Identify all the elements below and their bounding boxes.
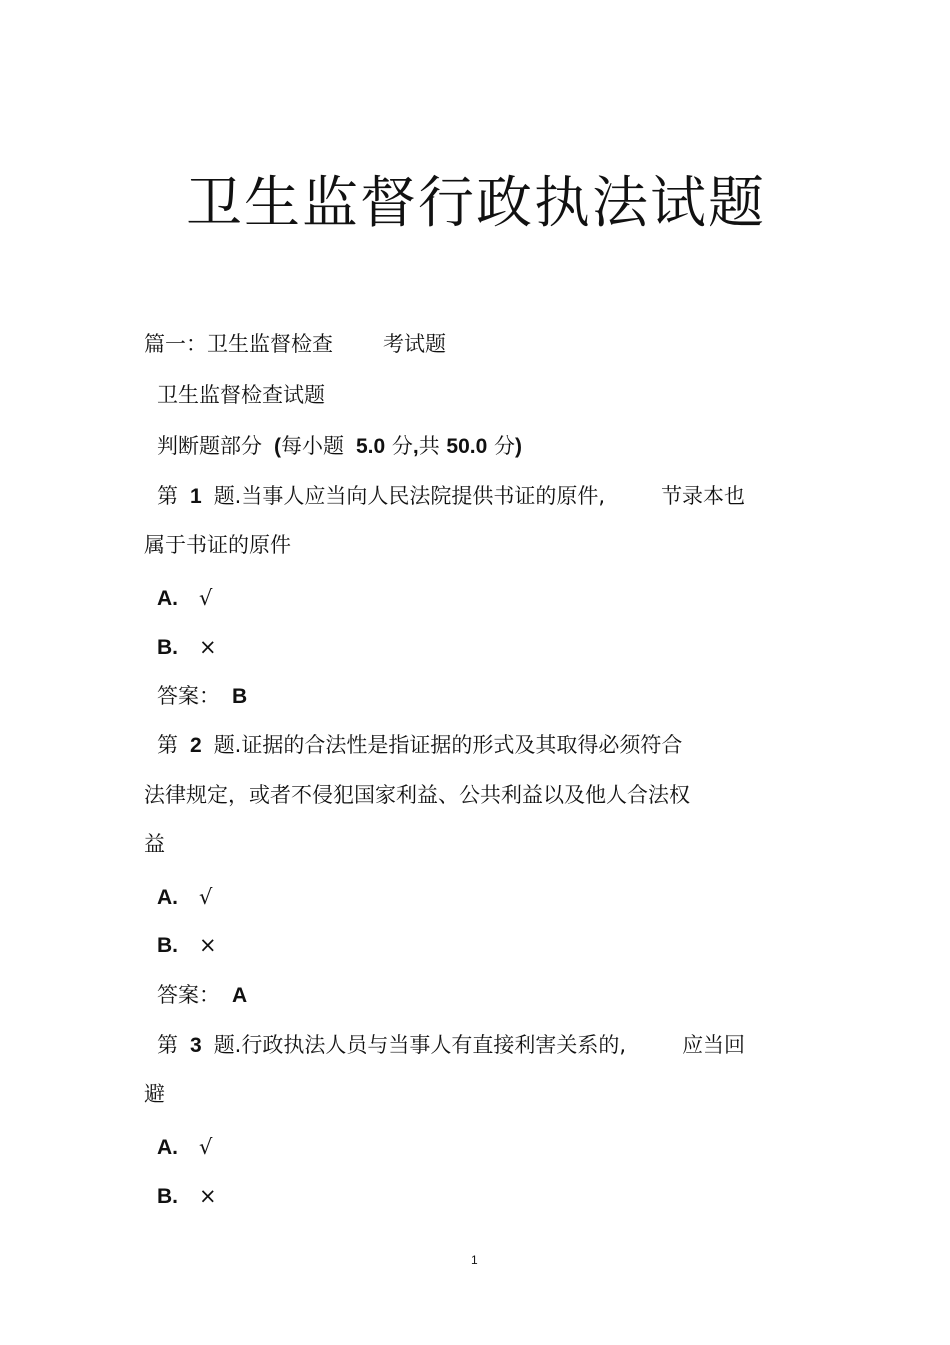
question-2-option-b-letter: B. [157,934,178,957]
question-3-suffix: 题. [213,1033,242,1057]
question-3-text-a: 行政执法人员与当事人有直接利害关系的, [241,1033,627,1057]
question-1-text-a: 当事人应当向人民法院提供书证的原件, [241,484,606,508]
question-1-line-2: 属于书证的原件 [144,533,291,557]
question-1-text-b: 节录本也 [661,484,746,508]
question-1-suffix: 题. [213,484,242,508]
question-3-option-b-letter: B. [157,1185,178,1208]
document-title: 卫生监督行政执法试题 [186,171,766,236]
question-2-line-3: 益 [144,832,165,856]
part-heading [157,436,522,457]
part-heading-unit-2: 分 [493,434,515,458]
question-2-line-1 [157,735,682,756]
question-1-answer-value: B [232,685,248,708]
question-2-answer-value: A [232,984,248,1007]
question-1-option-a [157,588,212,609]
part-heading-close-paren: ) [514,435,522,458]
question-2-prefix: 第 [157,733,178,757]
section-heading [144,334,446,355]
section-heading-suffix: 考试题 [383,332,446,356]
check-mark-icon: √ [199,885,213,909]
question-3-line-1 [157,1035,745,1056]
question-2-line-2: 法律规定，或者不侵犯国家利益、公共利益以及他人合法权 [144,783,690,807]
part-heading-total-label: 共 [418,434,440,458]
question-3-line-2: 避 [144,1082,165,1106]
part-heading-label: 判断题部分 [157,434,262,458]
part-heading-per-question-value: 5.0 [356,435,386,458]
part-heading-total-value: 50.0 [446,435,488,458]
question-2-text-a: 证据的合法性是指证据的形式及其取得必须符合 [241,733,683,757]
question-3-option-a [157,1137,212,1158]
subtitle: 卫生监督检查试题 [157,383,325,407]
question-1-answer [157,686,247,707]
page-number: 1 [471,1253,478,1267]
question-2-option-b [157,935,217,956]
question-1-line-1 [157,486,745,507]
cross-mark-icon: × [199,933,217,957]
part-heading-open-paren: ( [274,435,281,458]
section-heading-prefix: 篇一：卫生监督检查 [144,332,333,356]
question-2-option-a-letter: A. [157,886,178,909]
question-1-option-b [157,637,217,658]
question-3-option-a-letter: A. [157,1136,178,1159]
question-1-option-a-letter: A. [157,587,178,610]
cross-mark-icon: × [199,1184,217,1208]
question-2-option-a [157,887,212,908]
question-1-answer-label: 答案： [157,684,220,708]
part-heading-unit-1: 分 [391,434,413,458]
question-2-answer-label: 答案： [157,983,220,1007]
part-heading-comma: , [412,435,419,458]
question-2-number: 2 [190,734,202,757]
check-mark-icon: √ [199,586,213,610]
cross-mark-icon: × [199,635,217,659]
question-3-prefix: 第 [157,1033,178,1057]
part-heading-per-question-label: 每小题 [281,434,344,458]
question-1-number: 1 [190,485,202,508]
question-2-answer [157,985,247,1006]
question-3-text-b: 应当回 [682,1033,746,1057]
question-3-option-b [157,1186,217,1207]
question-3-number: 3 [190,1034,202,1057]
check-mark-icon: √ [199,1135,213,1159]
question-2-suffix: 题. [213,733,242,757]
question-1-option-b-letter: B. [157,636,178,659]
question-1-prefix: 第 [157,484,178,508]
